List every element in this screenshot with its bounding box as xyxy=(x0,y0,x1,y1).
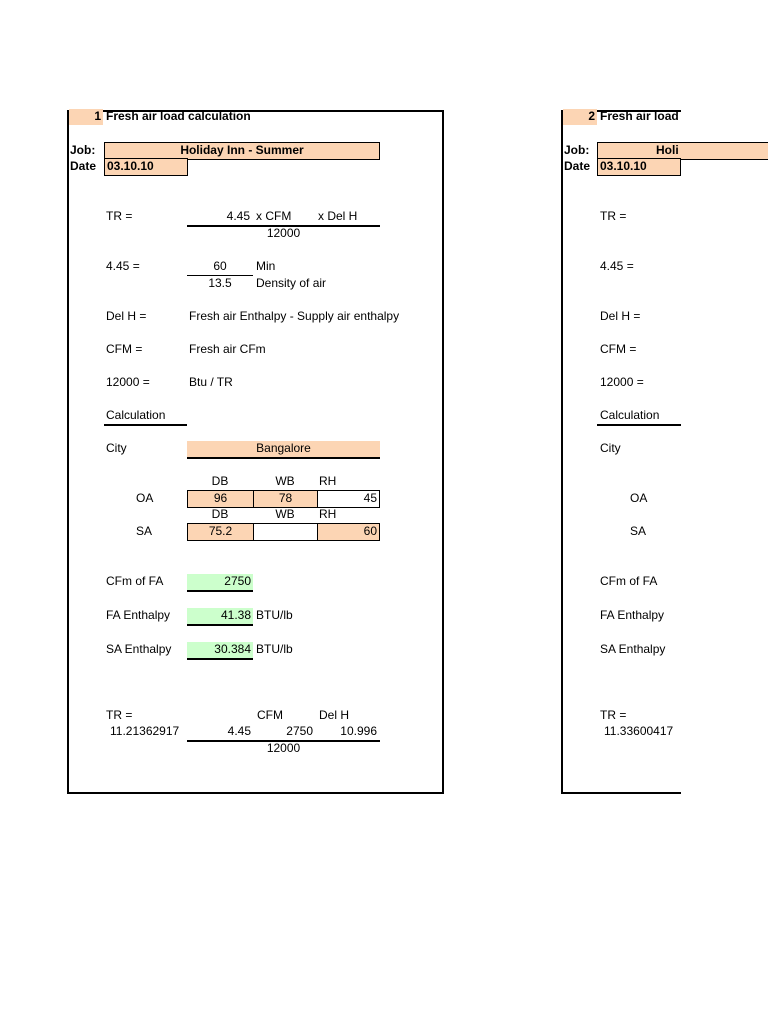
sheet-1-sa-db-header: DB xyxy=(211,507,229,521)
sheet-1-sa-wb-cell[interactable] xyxy=(253,523,318,541)
sheet-1-sa-enthalpy-cell[interactable]: 30.384 xyxy=(187,642,253,658)
sheet-1-sa-enthalpy-label: SA Enthalpy xyxy=(106,642,172,656)
sheet-1-fa-enthalpy-cell[interactable]: 41.38 xyxy=(187,608,253,624)
sheet-1-sa-wb-header: WB xyxy=(275,507,295,521)
sheet-1-job-label: Job: xyxy=(70,143,96,157)
sheet-1-oa-label: OA xyxy=(136,491,154,505)
sheet-2-number: 2 xyxy=(588,109,595,123)
sheet-2-btu-label: 12000 = xyxy=(600,375,644,389)
sheet-1-number-cell[interactable] xyxy=(69,109,103,125)
sheet-1-factor-label: 4.45 = xyxy=(106,259,140,273)
sheet-1-tr-factor: 4.45 xyxy=(226,209,250,223)
sheet-1-tr-label: TR = xyxy=(106,209,133,223)
sheet-1-factor-denominator-unit: Density of air xyxy=(256,276,327,290)
sheet-1-oa-db-header: DB xyxy=(211,474,229,488)
sheet-1-sa-enthalpy-underline xyxy=(187,658,253,660)
sheet-1-tr-divisor: 12000 xyxy=(266,226,301,240)
sheet-1-cfm-fa-underline xyxy=(187,590,253,592)
sheet-2-number-cell[interactable] xyxy=(563,109,597,125)
sheet-1-calculation-heading: Calculation xyxy=(106,408,166,422)
sheet-1-delh-label: Del H = xyxy=(106,309,147,323)
sheet-2-tr-label: TR = xyxy=(600,209,627,223)
sheet-2-cfm-label: CFM = xyxy=(600,342,637,356)
sheet-2-fa-enthalpy-label: FA Enthalpy xyxy=(600,608,665,622)
sheet-2-factor-label: 4.45 = xyxy=(600,259,634,273)
sheet-1-result-delh: 10.996 xyxy=(340,724,377,738)
sheet-1-calculation-underline xyxy=(104,424,187,426)
sheet-1-btu-label: 12000 = xyxy=(106,375,150,389)
sheet-1-tr-x-delh: x Del H xyxy=(318,209,358,223)
sheet-1-fa-enthalpy-underline xyxy=(187,624,253,626)
sheet-1-cfm-fa-cell[interactable]: 2750 xyxy=(187,574,253,590)
sheet-2-sa-label: SA xyxy=(630,524,647,538)
sheet-2-oa-label: OA xyxy=(630,491,648,505)
sheet-1-tr-x-cfm: x CFM xyxy=(256,209,292,223)
sheet-1-cfm-fa-label: CFm of FA xyxy=(106,574,164,588)
sheet-1-cfm-label: CFM = xyxy=(106,342,143,356)
sheet-1-sa-rh-header: RH xyxy=(319,507,337,521)
sheet-1-factor-numerator: 60 xyxy=(213,259,227,273)
sheet-1-oa-wb-cell[interactable]: 78 xyxy=(253,490,318,508)
sheet-2-city-label: City xyxy=(600,441,621,455)
sheet-1-delh-desc: Fresh air Enthalpy - Supply air enthalpy xyxy=(189,309,400,323)
sheet-1-sa-db-cell[interactable]: 75.2 xyxy=(187,523,254,541)
sheet-1-city-underline xyxy=(187,457,380,459)
sheet-1-factor-denominator: 13.5 xyxy=(208,276,232,290)
sheet-1-job-field[interactable]: Holiday Inn - Summer xyxy=(104,142,380,160)
sheet-2-crop-mask xyxy=(681,108,768,798)
sheet-2-job-value: Holi xyxy=(656,143,679,157)
sheet-1-sa-rh-cell[interactable]: 60 xyxy=(317,523,380,541)
sheet-2-date-label: Date xyxy=(564,159,591,173)
sheet-1-result-divisor: 12000 xyxy=(266,741,301,755)
sheet-1-oa-rh-header: RH xyxy=(319,474,337,488)
sheet-1-result-label: TR = xyxy=(106,708,133,722)
sheet-2-sa-enthalpy-label: SA Enthalpy xyxy=(600,642,666,656)
sheet-1-city-label: City xyxy=(106,441,127,455)
sheet-1-title: Fresh air load calculation xyxy=(106,109,251,123)
sheet-2-date-field[interactable]: 03.10.10 xyxy=(597,158,681,176)
sheet-2-delh-label: Del H = xyxy=(600,309,641,323)
sheet-1-result-value[interactable]: 11.21362917 xyxy=(110,724,180,738)
sheet-2-result-label: TR = xyxy=(600,708,627,722)
sheet-2-calculation-underline xyxy=(597,424,681,426)
sheet-1-fa-enthalpy-unit: BTU/lb xyxy=(256,608,293,622)
sheet-2-cfm-fa-label: CFm of FA xyxy=(600,574,658,588)
sheet-1-sa-enthalpy-unit: BTU/lb xyxy=(256,642,293,656)
sheet-1-cfm-desc: Fresh air CFm xyxy=(189,342,266,356)
sheet-1-factor-numerator-unit: Min xyxy=(256,259,276,273)
sheet-2-calculation-heading: Calculation xyxy=(600,408,660,422)
sheet-1-oa-wb-header: WB xyxy=(275,474,295,488)
sheet-2-result-value[interactable]: 11.33600417 xyxy=(604,724,674,738)
sheet-2-title: Fresh air load xyxy=(600,109,679,123)
sheet-1-btu-desc: Btu / TR xyxy=(189,375,233,389)
sheet-1-result-delh-header: Del H xyxy=(319,708,350,722)
sheet-1-date-label: Date xyxy=(70,159,97,173)
sheet-1-date-field[interactable]: 03.10.10 xyxy=(104,158,188,176)
sheet-1-oa-rh-cell[interactable]: 45 xyxy=(317,490,380,508)
sheet-1-city-field[interactable]: Bangalore xyxy=(187,441,380,457)
sheet-1-fa-enthalpy-label: FA Enthalpy xyxy=(106,608,171,622)
sheet-2-job-label: Job: xyxy=(564,143,590,157)
sheet-1-result-cfm: 2750 xyxy=(286,724,313,738)
sheet-1-sa-label: SA xyxy=(136,524,153,538)
sheet-1-oa-db-cell[interactable]: 96 xyxy=(187,490,254,508)
sheet-1-result-cfm-header: CFM xyxy=(257,708,283,722)
sheet-1-number: 1 xyxy=(94,109,101,123)
sheet-1-result-factor: 4.45 xyxy=(227,724,251,738)
